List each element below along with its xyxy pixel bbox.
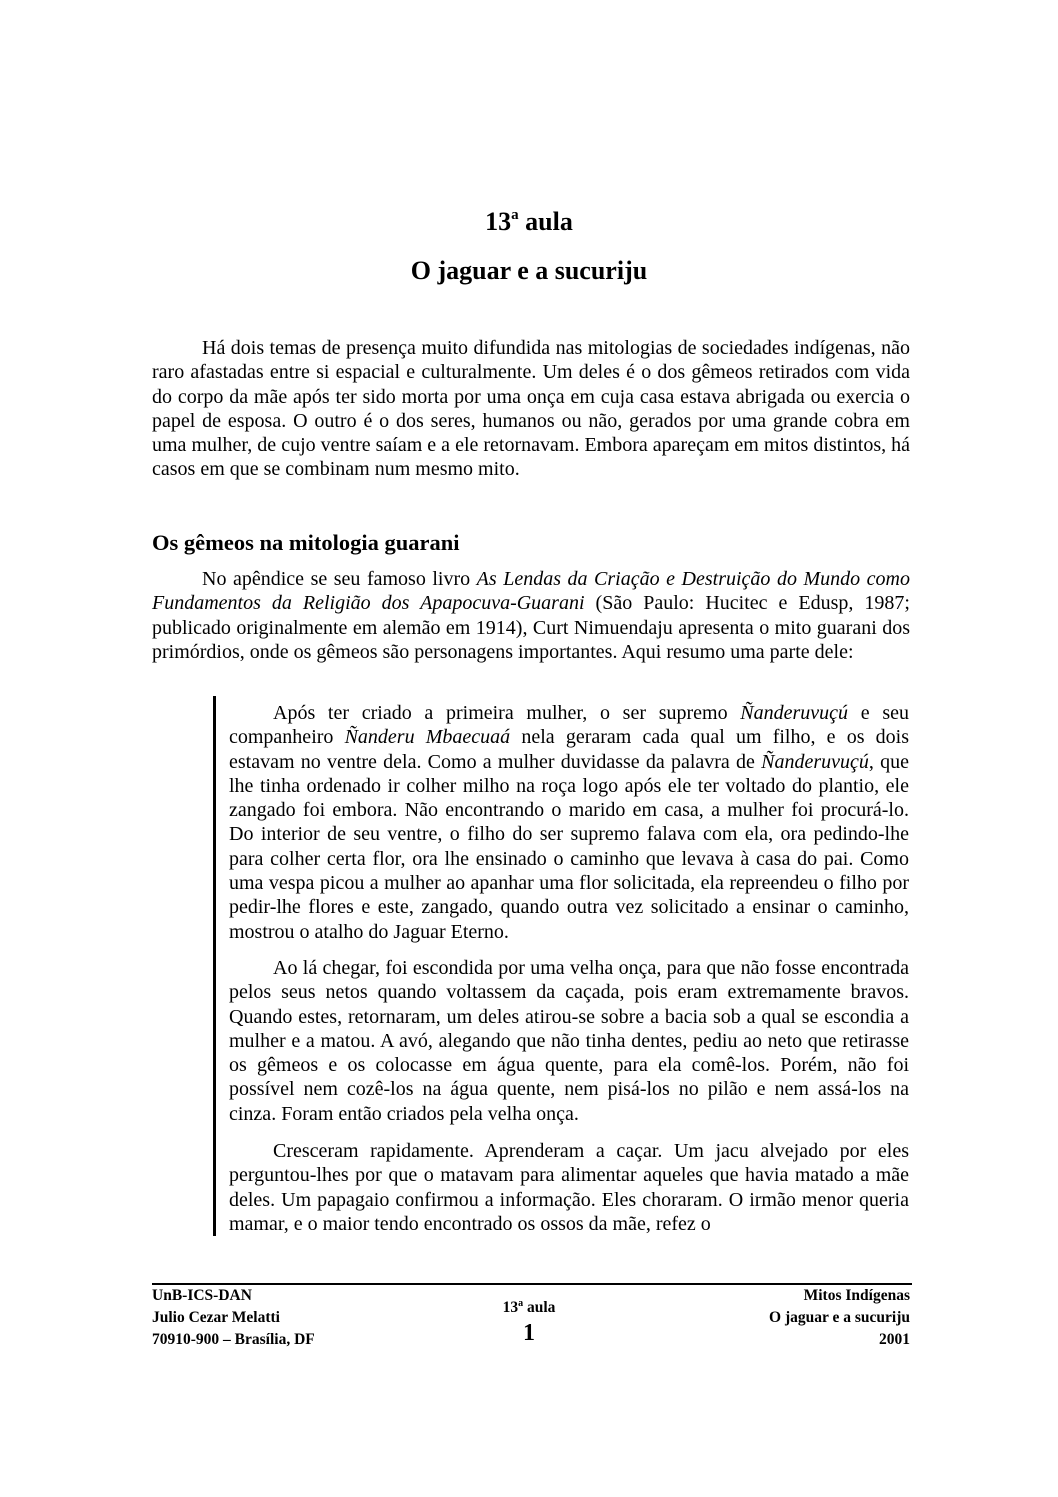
footer-course: Mitos Indígenas [803, 1287, 910, 1304]
section-heading: Os gêmeos na mitologia guarani [152, 530, 460, 555]
footer-author: Julio Cezar Melatti [152, 1309, 280, 1326]
footer-lesson-ordinal: a [518, 1298, 524, 1309]
book-title: As Lendas da Criação e Destruição do Mundo como Fundamentos da Religião dos Apapocuva-Guarani [152, 568, 910, 615]
quote-text: , que lhe tinha ordenado ir colher milho na roça logo após ele ter voltado do plantio, ele zangado foi embora. Não encontrando o marido em casa, a mulher foi procurá-lo. Do interior de seu ventre, o filho do ser supremo falava com ela, ora pedindo-lhe para colher certa flor, ora lhe ensinado o caminho que levava à casa do pai. Como uma vespa picou a mulher ao apanhar uma flor solicitada, ela repreendeu o filho por pedir-lhe flores e este, zangado, quando outra vez solicitado a ensinar o caminho, mostrou o atalho do Jaguar Eterno. [229, 750, 909, 943]
quote-paragraph-3: Cresceram rapidamente. Aprenderam a caçar. Um jacu alvejado por eles perguntou-lhes por que o matavam para alimentar aqueles que havia matado a mãe deles. Um papagaio confirmou a informação. Eles choraram. O irmão menor queria mamar, e o maior tendo encontrado os ossos da mãe, refez o [229, 1140, 909, 1235]
page-title: O jaguar e a sucuriju [410, 256, 648, 285]
section-paragraph [152, 567, 910, 664]
quote-text: e seu companheiro [229, 702, 909, 749]
deity-name: Ñanderu Mbaecuaá [344, 726, 511, 749]
deity-name: Ñanderuvuçú [740, 702, 849, 724]
footer-address: 70910-900 – Brasília, DF [152, 1331, 315, 1348]
footer-right [769, 1285, 910, 1351]
footer-institution: UnB-ICS-DAN [152, 1287, 252, 1304]
section-text-before: No apêndice se seu famoso livro [202, 568, 477, 590]
quote-paragraph-2: Ao lá chegar, foi escondida por uma velha onça, para que não fosse encontrada pelos seus netos quando voltassem da caçada, pois eram extremamente bravos. Quando estes, retornaram, um deles atirou-se sobre a bacia sob a qual se escondia a mulher e a matou. A avó, alegando que não tinha dentes, pediu ao neto que retirasse os gêmeos e os colocasse em água quente, para ela comê-los. Porém, não foi possível nem cozê-los na água quente, nem pisá-los no pilão e nem assá-los na cinza. Foram então criados pela velha onça. [229, 957, 909, 1125]
lesson-word: aula [518, 207, 573, 236]
footer-lesson-word: aula [523, 1299, 556, 1316]
deity-name: Ñanderuvuçú [761, 750, 869, 773]
quote-paragraph-1 [229, 701, 909, 944]
section-text-after: (São Paulo: Hucitec e Edusp, 1987; publicado originalmente em alemão em 1914), Curt Nimuendaju apresenta o mito guarani dos primórdios, onde os gêmeos são personagens importantes. Aqui resumo uma parte dele: [152, 592, 910, 663]
footer-title: O jaguar e a sucuriju [769, 1309, 910, 1326]
footer-lesson-number: 13 [502, 1299, 519, 1316]
lesson-heading [0, 200, 1058, 237]
lesson-ordinal: a [511, 207, 519, 223]
blockquote-bar [213, 696, 216, 1236]
quote-text: Após ter criado a primeira mulher, o ser supremo [273, 702, 741, 724]
page-number: 1 [523, 1320, 535, 1346]
lesson-number: 13 [485, 207, 512, 236]
intro-paragraph: Há dois temas de presença muito difundida nas mitologias de sociedades indígenas, não raro afastadas entre si espacial e culturalmente. Um deles é o dos gêmeos retirados com vida do corpo da mãe após ter sido morta por uma onça em cuja casa estava abrigada ou exercia o papel de esposa. O outro é o dos seres, humanos ou não, gerados por uma grande cobra em uma mulher, de cujo ventre saíam e a ele retornavam. Embora apareçam em mitos distintos, há casos em que se combinam num mesmo mito. [152, 337, 910, 481]
quote-text: nela geraram cada qual um filho, e os dois estavam no ventre dela. Como a mulher duvidasse da palavra de [229, 726, 909, 773]
footer-year: 2001 [879, 1331, 910, 1348]
